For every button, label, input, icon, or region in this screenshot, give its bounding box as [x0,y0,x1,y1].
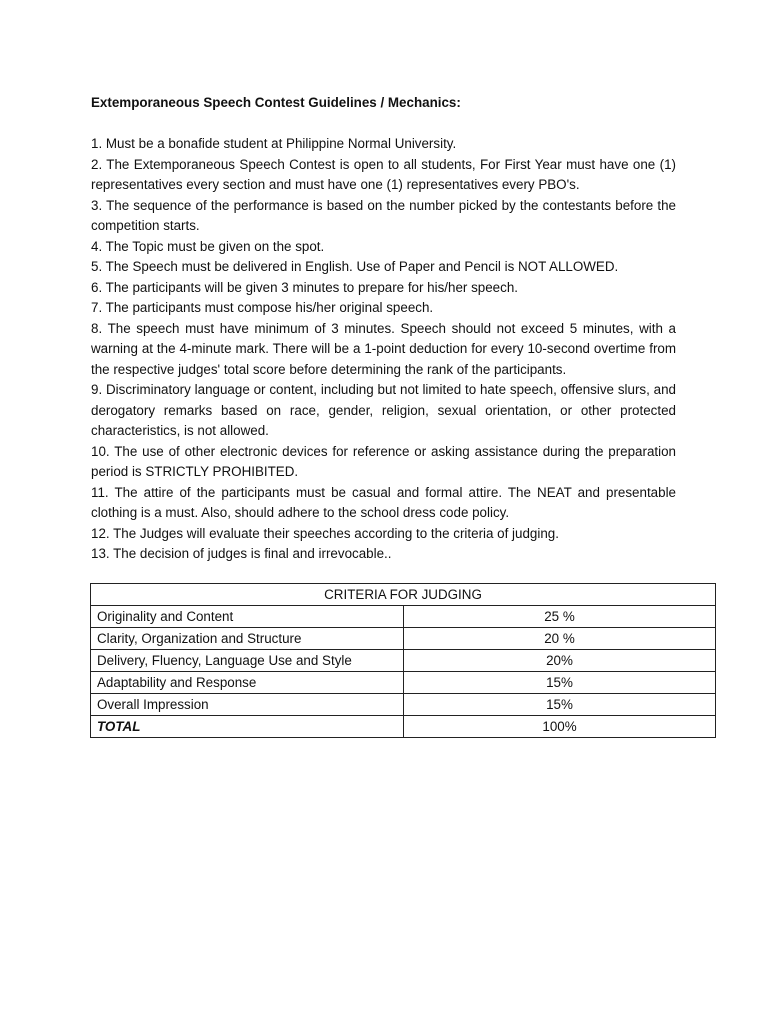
criteria-table-header-row [91,584,716,606]
criterion-weight: 25 % [404,606,716,628]
guideline-item: 11. The attire of the participants must be casual and formal attire. The NEAT and presentable clothing is a must. Also, should adhere to the school dress code policy. [91,484,676,520]
guideline-item: 10. The use of other electronic devices for reference or asking assistance during the preparation period is STRICTLY PROHIBITED. [91,443,676,479]
guideline-item: 13. The decision of judges is final and irrevocable.. [91,546,392,561]
guideline-item: 4. The Topic must be given on the spot. [91,238,325,254]
total-label: TOTAL [91,716,404,738]
table-row [91,694,716,716]
guideline-item: 8. The speech must have minimum of 3 minutes. Speech should not exceed 5 minutes, with a warning at the 4-minute mark. There will be a 1-point deduction for every 10-second overtime from the respective judges' total score before determining the rank of the participants. [91,320,676,377]
table-row [91,650,716,672]
guidelines-list [91,134,676,565]
guideline-item: 2. The Extemporaneous Speech Contest is open to all students, For First Year must have one (1) representatives every section and must have one (1) representatives every PBO's. [91,156,676,192]
criterion-weight: 15% [404,694,716,716]
table-row [91,672,716,694]
total-weight: 100% [404,716,716,738]
guideline-item: 7. The participants must compose his/her original speech. [91,300,434,315]
table-row [91,606,716,628]
criterion-weight: 20 % [404,628,716,650]
criterion-name: Delivery, Fluency, Language Use and Style [91,650,404,672]
criterion-name: Originality and Content [91,606,404,628]
guideline-item: 9. Discriminatory language or content, including but not limited to hate speech, offensive slurs, and derogatory remarks based on race, gender, religion, sexual orientation, or other protected characteristics, is not allowed. [91,382,676,438]
criteria-table [90,583,716,738]
guideline-item: 3. The sequence of the performance is based on the number picked by the contestants before the competition starts. [91,197,676,233]
criterion-weight: 20% [404,650,716,672]
guideline-item: 12. The Judges will evaluate their speeches according to the criteria of judging. [91,525,559,541]
criterion-name: Overall Impression [91,694,404,716]
document-title: Extemporaneous Speech Contest Guidelines / Mechanics: [91,95,461,110]
criterion-name: Clarity, Organization and Structure [91,628,404,650]
document-body [91,93,676,565]
criterion-weight: 15% [404,672,716,694]
criterion-name: Adaptability and Response [91,672,404,694]
table-row [91,628,716,650]
criteria-table-header: CRITERIA FOR JUDGING [91,584,716,606]
guideline-item: 5. The Speech must be delivered in English. Use of Paper and Pencil is NOT ALLOWED. [91,259,619,274]
total-row [91,716,716,738]
guideline-item: 1. Must be a bonafide student at Philippine Normal University. [91,136,457,151]
guideline-item: 6. The participants will be given 3 minutes to prepare for his/her speech. [91,279,518,295]
